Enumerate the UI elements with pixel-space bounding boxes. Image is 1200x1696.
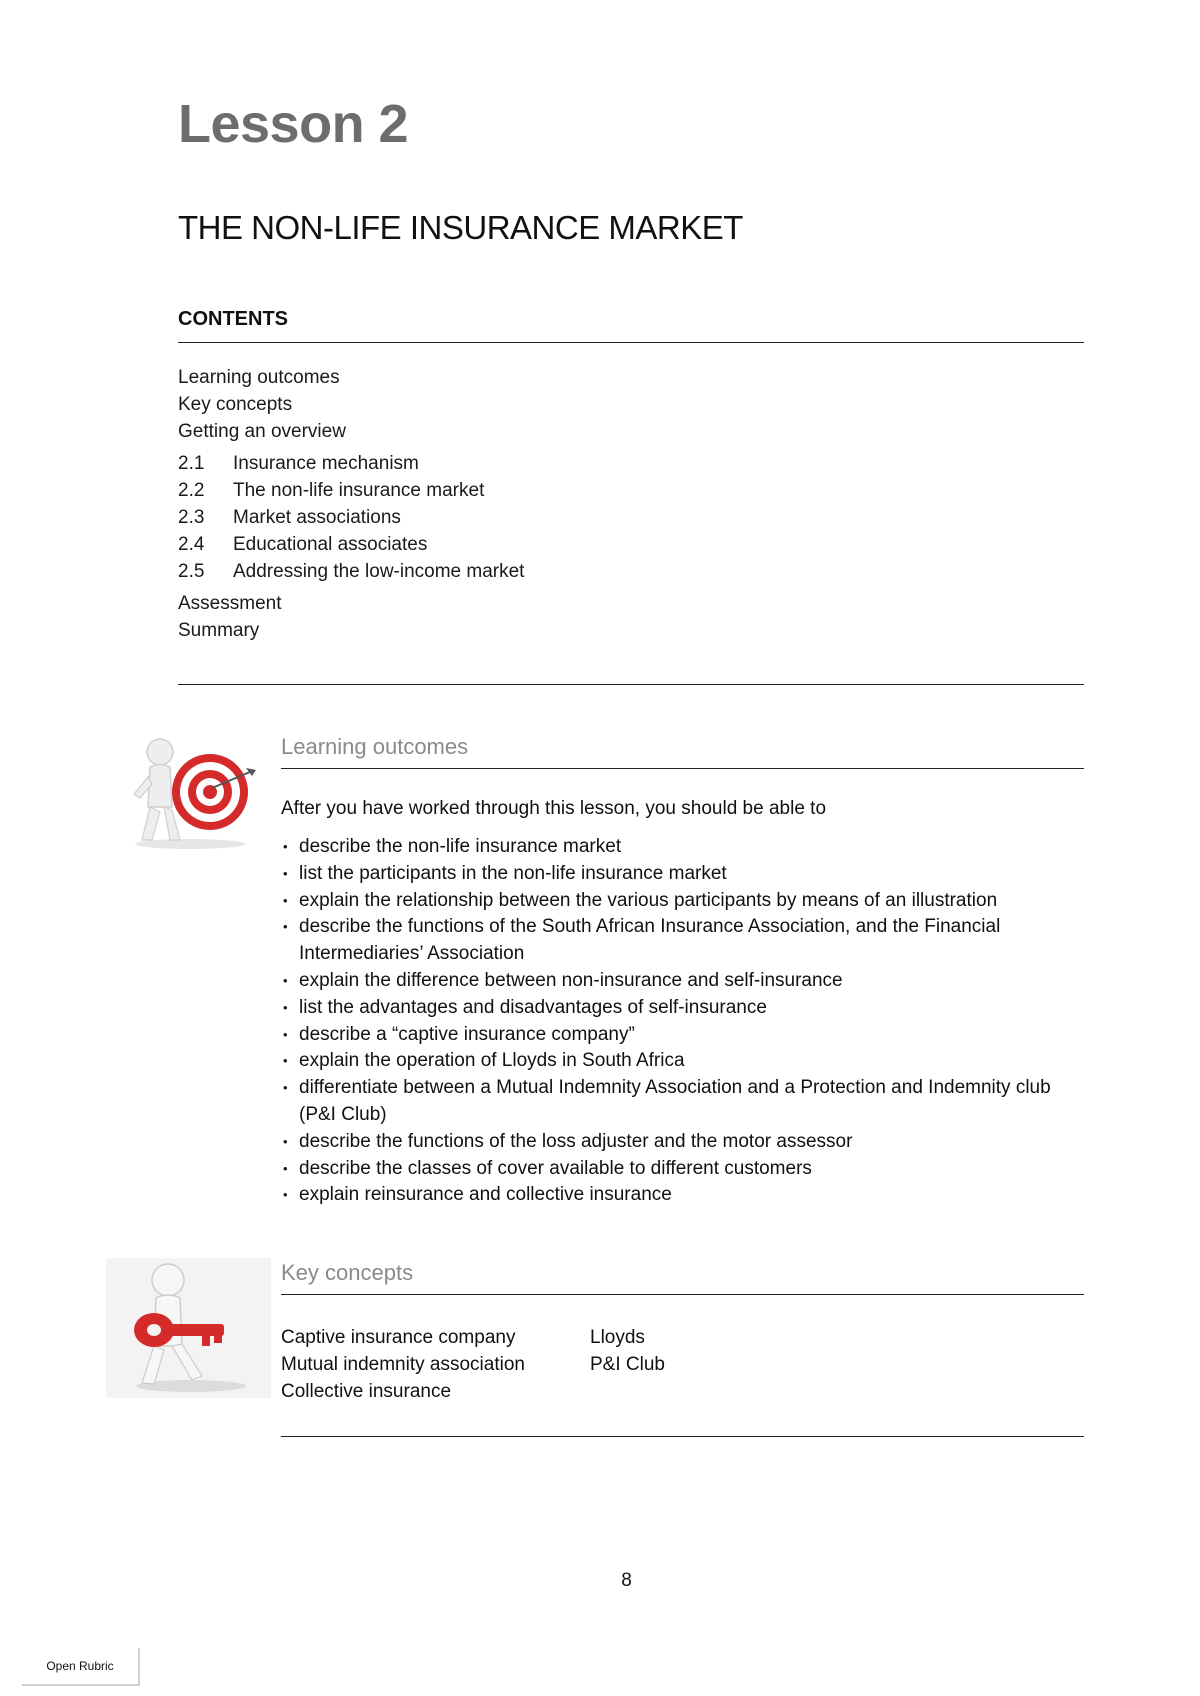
key-concepts-column-2 (590, 1324, 665, 1378)
toc-number: 2.3 (178, 507, 205, 528)
contents-top-rule (178, 342, 1084, 343)
toc-number: 2.2 (178, 480, 205, 501)
list-item: • describe the classes of cover available to different customers (281, 1156, 1091, 1183)
toc-numbered-item[interactable] (178, 531, 1078, 558)
key-concepts-rule (281, 1294, 1084, 1295)
open-rubric-tab[interactable]: Open Rubric (22, 1648, 140, 1686)
toc-numbered-item[interactable] (178, 477, 1078, 504)
key-concept-item: Mutual indemnity association (281, 1354, 525, 1375)
key-concept-item: Captive insurance company (281, 1327, 516, 1348)
key-concepts-heading: Key concepts (281, 1260, 414, 1285)
toc-number: 2.1 (178, 453, 205, 474)
list-item: • explain the operation of Lloyds in South Africa (281, 1048, 1091, 1075)
table-of-contents (178, 364, 1078, 644)
toc-numbered-item[interactable] (178, 504, 1078, 531)
toc-numbered-item[interactable] (178, 558, 1078, 585)
learning-outcomes-heading: Learning outcomes (281, 734, 469, 759)
list-item: • describe a “captive insurance company” (281, 1022, 1091, 1049)
list-item: • explain the relationship between the various participants by means of an illustration (281, 888, 1091, 915)
key-concept-item: Collective insurance (281, 1381, 452, 1402)
learning-outcomes-rule (281, 768, 1084, 769)
toc-number: 2.4 (178, 534, 205, 555)
contents-bottom-rule (178, 684, 1084, 685)
list-item: • explain the difference between non-insurance and self-insurance (281, 968, 1091, 995)
learning-outcomes-list (281, 834, 1091, 1209)
toc-label: Market associations (233, 507, 401, 528)
toc-label: Addressing the low-income market (233, 561, 525, 582)
lesson-label: Lesson 2 (178, 94, 409, 154)
list-item: • explain reinsurance and collective insurance (281, 1182, 1091, 1209)
key-concept-item: P&I Club (590, 1354, 665, 1375)
contents-heading: CONTENTS (178, 308, 288, 330)
key-concept-item: Lloyds (590, 1327, 645, 1348)
target-figure-icon (120, 732, 270, 852)
toc-item[interactable]: Summary (178, 620, 260, 641)
page-title: THE NON-LIFE INSURANCE MARKET (178, 209, 743, 246)
toc-item[interactable]: Key concepts (178, 394, 293, 415)
list-item: • describe the non-life insurance market (281, 834, 1091, 861)
toc-label: The non-life insurance market (233, 480, 485, 501)
toc-numbered-item[interactable] (178, 450, 1078, 477)
key-concepts-column-1 (281, 1324, 525, 1405)
list-item: • differentiate between a Mutual Indemnity Association and a Protection and Indemnity club (P&I Club) (281, 1075, 1091, 1129)
key-figure-icon (106, 1258, 271, 1398)
list-item: • describe the functions of the South African Insurance Association, and the Financial Intermediaries’ Association (281, 914, 1091, 968)
page-number: 8 (621, 1570, 632, 1591)
toc-number: 2.5 (178, 561, 205, 582)
toc-item[interactable]: Getting an overview (178, 421, 346, 442)
toc-item[interactable]: Assessment (178, 593, 282, 614)
list-item: • describe the functions of the loss adjuster and the motor assessor (281, 1129, 1091, 1156)
toc-item[interactable]: Learning outcomes (178, 367, 340, 388)
list-item: • list the participants in the non-life insurance market (281, 861, 1091, 888)
list-item: • list the advantages and disadvantages of self-insurance (281, 995, 1091, 1022)
learning-outcomes-intro: After you have worked through this lesson, you should be able to (281, 798, 827, 819)
key-concepts-bottom-rule (281, 1436, 1084, 1437)
toc-label: Insurance mechanism (233, 453, 419, 474)
toc-label: Educational associates (233, 534, 428, 555)
